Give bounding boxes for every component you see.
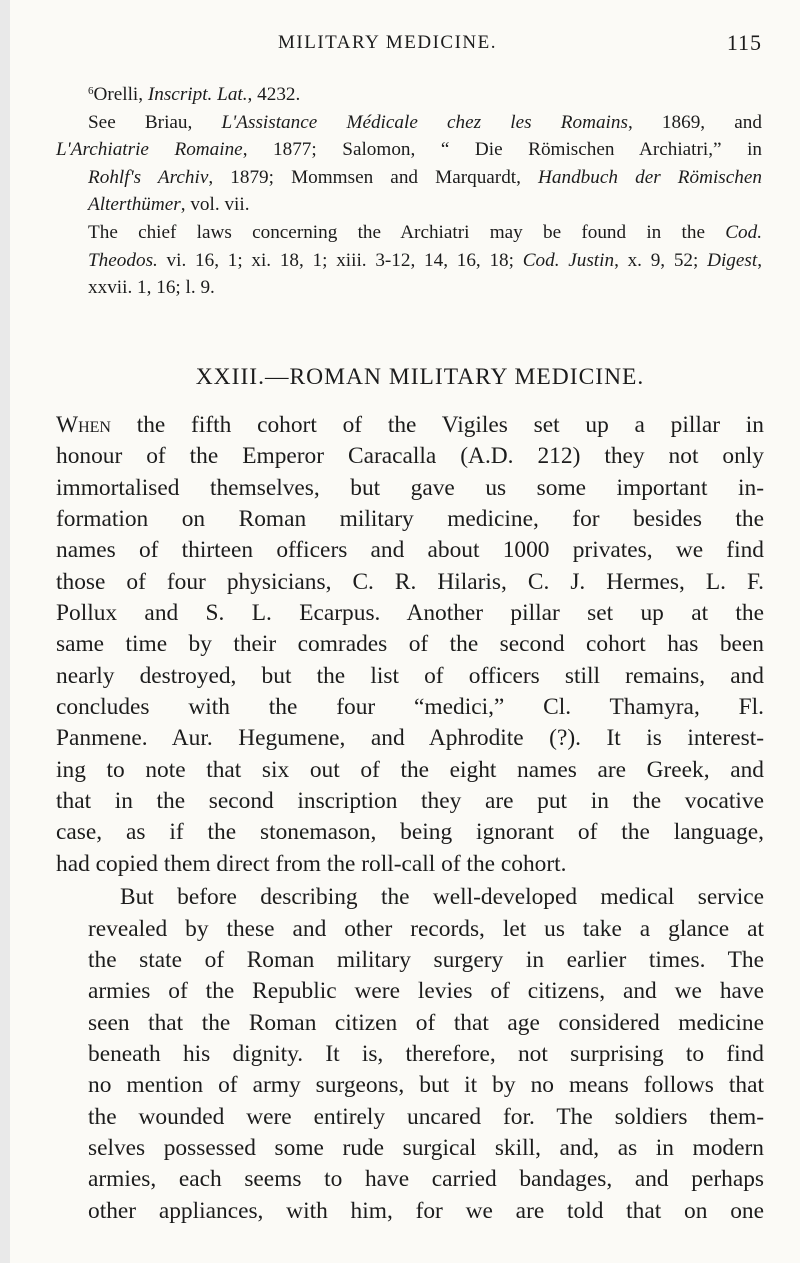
- text-line: selves possessed some rude surgical skill, and, as in modern: [88, 1134, 764, 1161]
- footnote-citation: Cod. Justin: [522, 249, 615, 271]
- footnote-text: , vol. vii.: [180, 194, 250, 216]
- footnote-text: , 1879; Mommsen and Marquardt,: [208, 166, 539, 188]
- footnote-marker: 6: [88, 85, 94, 97]
- footnote-line: [56, 191, 762, 219]
- text-line: case, as if the stonemason, being ignorant of the language,: [56, 819, 764, 846]
- page-number: 115: [726, 30, 762, 55]
- text-line: formation on Roman military medicine, for besides the: [56, 506, 764, 533]
- text-line: armies of the Republic were levies of citizens, and we have: [88, 978, 764, 1005]
- text-line: the wounded were entirely uncared for. The soldiers them-: [88, 1103, 764, 1130]
- body-text: [56, 410, 764, 1227]
- footnote-citation: Digest: [707, 249, 758, 271]
- text-line: armies, each seems to have carried bandages, and perhaps: [88, 1166, 764, 1193]
- running-head: [10, 28, 800, 68]
- text-line: seen that the Roman citizen of that age considered medicine: [88, 1009, 764, 1036]
- text-line: Panmene. Aur. Hegumene, and Aphrodite (?). It is interest-: [56, 725, 764, 752]
- footnote-6: [56, 78, 762, 109]
- footnote-text: , 1877; Salomon, “ Die Römischen Archiatri,” in: [242, 139, 763, 161]
- footnote-citation: Theodos.: [88, 249, 158, 271]
- footnote-text: See Briau,: [88, 111, 222, 133]
- footnote-citation: Inscript. Lat.: [147, 84, 248, 105]
- footnote-text: , 4232.: [247, 84, 301, 105]
- text-line: revealed by these and other records, let us take a glance at: [88, 915, 764, 942]
- footnote-line: [56, 109, 762, 137]
- footnote-citation: L'Archiatrie Romaine: [56, 139, 243, 161]
- text-line: concludes with the four “medici,” Cl. Thamyra, Fl.: [56, 694, 764, 721]
- paragraph-2: [56, 882, 764, 1227]
- footnote-line: [56, 164, 762, 192]
- text-line: But before describing the well-developed medical service: [120, 884, 764, 911]
- footnote-line: xxvii. 1, 16; l. 9.: [88, 277, 215, 299]
- footnote-text: The chief laws concerning the Archiatri may be found in the: [88, 221, 726, 243]
- footnote-citation: Cod.: [725, 221, 762, 243]
- text-line: other appliances, with him, for we are told that on one: [88, 1197, 764, 1224]
- text-line: beneath his dignity. It is, therefore, not surprising to find: [88, 1040, 764, 1067]
- footnote-text: vi. 16, 1; xi. 18, 1; xiii. 3-12, 14, 16, 18;: [157, 249, 523, 271]
- footnote-citation: Rohlf's Archiv: [88, 166, 209, 188]
- text-line: honour of the Emperor Caracalla (A.D. 212) they not only: [56, 443, 764, 470]
- text-line: no mention of army surgeons, but it by no means follows that: [88, 1072, 764, 1099]
- chapter-heading: XXIII.—ROMAN MILITARY MEDICINE.: [195, 364, 645, 390]
- drop-word: When: [56, 412, 111, 438]
- footnote-text: , x. 9, 52;: [614, 249, 708, 271]
- footnote-text: , 1869, and: [627, 111, 762, 133]
- running-head-title: MILITARY MEDICINE.: [278, 32, 497, 53]
- text-line-content: the fifth cohort of the Vigiles set up a pillar in: [110, 412, 764, 438]
- footnote-text: Orelli,: [93, 84, 148, 105]
- text-line: [56, 410, 764, 441]
- footnote-line: [56, 219, 762, 247]
- footnote-see: [56, 109, 762, 219]
- text-line: names of thirteen officers and about 1000 privates, we find: [56, 537, 764, 564]
- text-line: Pollux and S. L. Ecarpus. Another pillar set up at the: [56, 600, 764, 627]
- footnote-citation: Handbuch der Römischen: [538, 166, 762, 188]
- text-line: same time by their comrades of the second cohort has been: [56, 631, 764, 658]
- footnote-text: ,: [757, 249, 762, 271]
- footnote-laws: [56, 219, 762, 302]
- paragraph-1: [56, 410, 764, 880]
- text-line: the state of Roman military surgery in earlier times. The: [88, 946, 764, 973]
- footnotes: [56, 78, 762, 302]
- text-line: nearly destroyed, but the list of officers still remains, and: [56, 662, 764, 689]
- footnote-citation: L'Assistance Médicale chez les Romains: [221, 111, 628, 133]
- text-line: immortalised themselves, but gave us some important in-: [56, 474, 764, 501]
- text-line: those of four physicians, C. R. Hilaris, C. J. Hermes, L. F.: [56, 568, 764, 595]
- text-line: had copied them direct from the roll-call of the cohort.: [56, 850, 567, 877]
- footnote-line: [56, 247, 762, 275]
- footnote-citation: Alterthümer: [88, 194, 181, 216]
- text-line: that in the second inscription they are put in the vocative: [56, 788, 764, 815]
- footnote-line: [56, 136, 762, 164]
- text-line: ing to note that six out of the eight names are Greek, and: [56, 756, 764, 783]
